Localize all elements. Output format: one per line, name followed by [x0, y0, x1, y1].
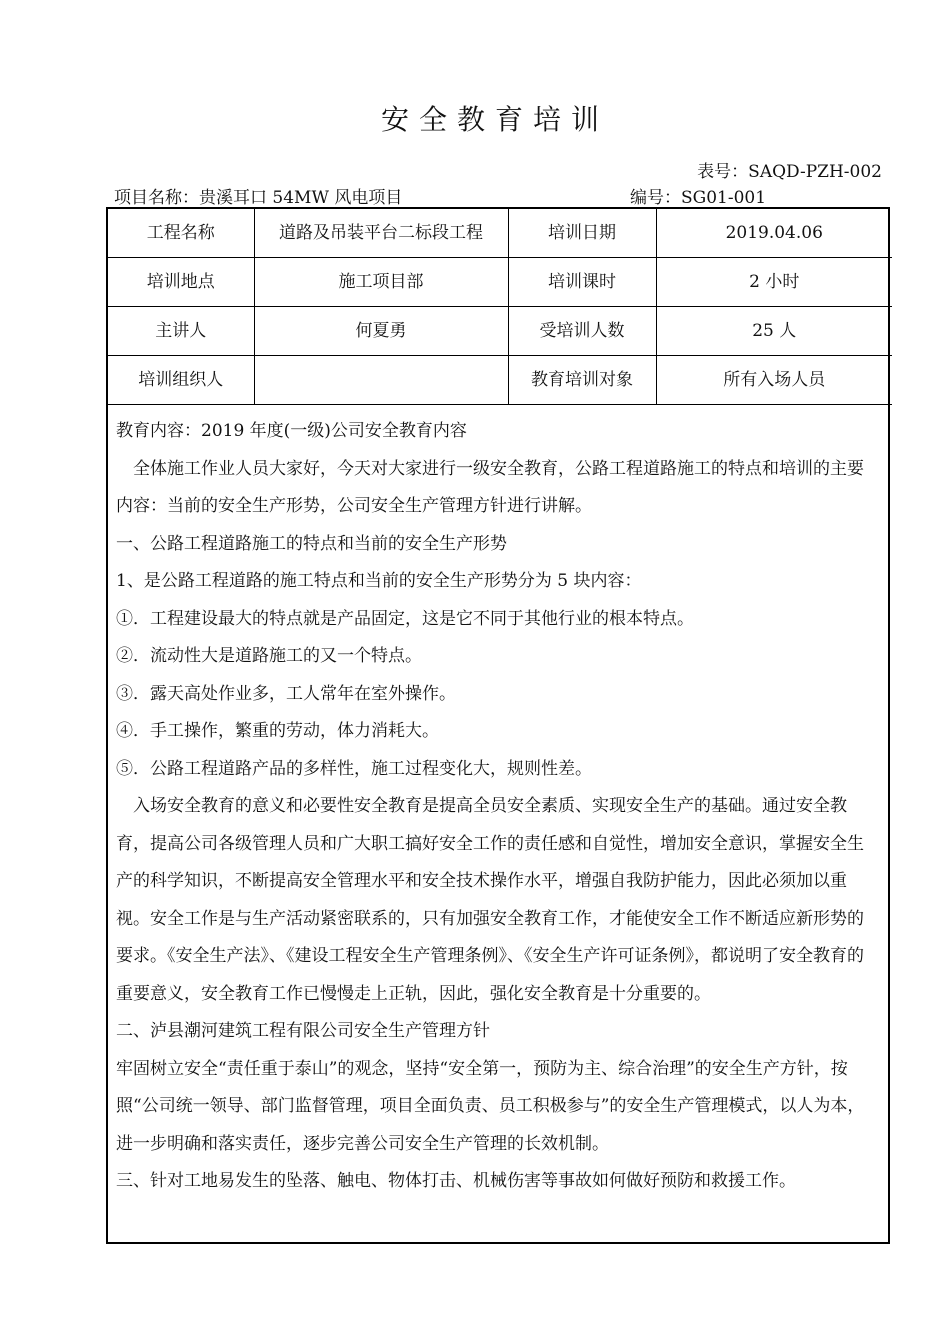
intro-paragraph: 全体施工作业人员大家好，今天对大家进行一级安全教育，公路工程道路施工的特点和培训的主要内容：当前的安全生产形势，公司安全生产管理方针进行讲解。: [116, 458, 864, 516]
value-trainee-count: 25 人: [656, 307, 892, 356]
label-project: 工程名称: [108, 209, 254, 258]
label-training-location: 培训地点: [108, 258, 254, 307]
table-row: [108, 209, 892, 258]
significance-paragraph: 入场安全教育的意义和必要性安全教育是提高全员安全素质、实现安全生产的基础。通过安全教育，提高公司各级管理人员和广大职工搞好安全工作的责任感和自觉性，增加安全意识，掌握安全生产的科学知识，不断提高安全管理水平和安全技术操作水平，增强自我防护能力，因此必须加以重视。安全工作是与生产活动紧密联系的，只有加强安全教育工作，才能使安全工作不断适应新形势的要求。《安全生产法》、《建设工程安全生产管理条例》、《安全生产许可证条例》，都说明了安全教育的重要意义，安全教育工作已慢慢走上正轨，因此，强化安全教育是十分重要的。: [116, 796, 864, 1004]
value-lecturer: 何夏勇: [254, 307, 508, 356]
list-item: ②．流动性大是道路施工的又一个特点。: [116, 646, 422, 666]
form-number: 表号：SAQD-PZH-002: [697, 162, 882, 182]
label-organizer: 培训组织人: [108, 356, 254, 405]
value-training-location: 施工项目部: [254, 258, 508, 307]
content-heading: 教育内容：2019 年度(一级)公司安全教育内容: [116, 421, 467, 441]
training-content: [108, 405, 888, 1201]
label-trainee-count: 受培训人数: [508, 307, 656, 356]
value-training-target: 所有入场人员: [656, 356, 892, 405]
section-2-title: 二、泸县潮河建筑工程有限公司安全生产管理方针: [116, 1021, 490, 1041]
value-training-date: 2019.04.06: [656, 209, 892, 258]
serial-number: 编号：SG01-001: [630, 188, 767, 208]
list-item: ③．露天高处作业多，工人常年在室外操作。: [116, 683, 456, 704]
value-organizer: [254, 356, 508, 405]
label-training-target: 教育培训对象: [508, 356, 656, 405]
section-1-subtitle: 1、是公路工程道路的施工特点和当前的安全生产形势分为 5 块内容：: [116, 571, 642, 591]
section-3-title: 三、针对工地易发生的坠落、触电、物体打击、机械伤害等事故如何做好预防和救援工作。: [116, 1171, 796, 1191]
project-name: 项目名称：贵溪耳口 54MW 风电项目: [114, 188, 403, 208]
table-row: [108, 258, 892, 307]
value-training-hours: 2 小时: [656, 258, 892, 307]
section-1-title: 一、公路工程道路施工的特点和当前的安全生产形势: [116, 533, 507, 554]
training-form: [106, 207, 890, 1244]
policy-paragraph: 牢固树立安全“责任重于泰山”的观念，坚持“安全第一，预防为主、综合治理”的安全生产方针，按照“公司统一领导、部门监督管理，项目全面负责、员工积极参与”的安全生产管理模式，以人为本，进一步明确和落实责任，逐步完善公司安全生产管理的长效机制。: [116, 1058, 865, 1154]
label-lecturer: 主讲人: [108, 307, 254, 356]
list-item: ⑤．公路工程道路产品的多样性，施工过程变化大，规则性差。: [116, 758, 592, 779]
info-table: [108, 209, 892, 405]
list-item: ④．手工操作，繁重的劳动，体力消耗大。: [116, 721, 439, 741]
label-training-date: 培训日期: [508, 209, 656, 258]
value-project: 道路及吊装平台二标段工程: [254, 209, 508, 258]
table-row: [108, 307, 892, 356]
document-title: 安全教育培训: [380, 103, 609, 136]
table-row: [108, 356, 892, 405]
label-training-hours: 培训课时: [508, 258, 656, 307]
list-item: ①．工程建设最大的特点就是产品固定，这是它不同于其他行业的根本特点。: [116, 608, 694, 629]
